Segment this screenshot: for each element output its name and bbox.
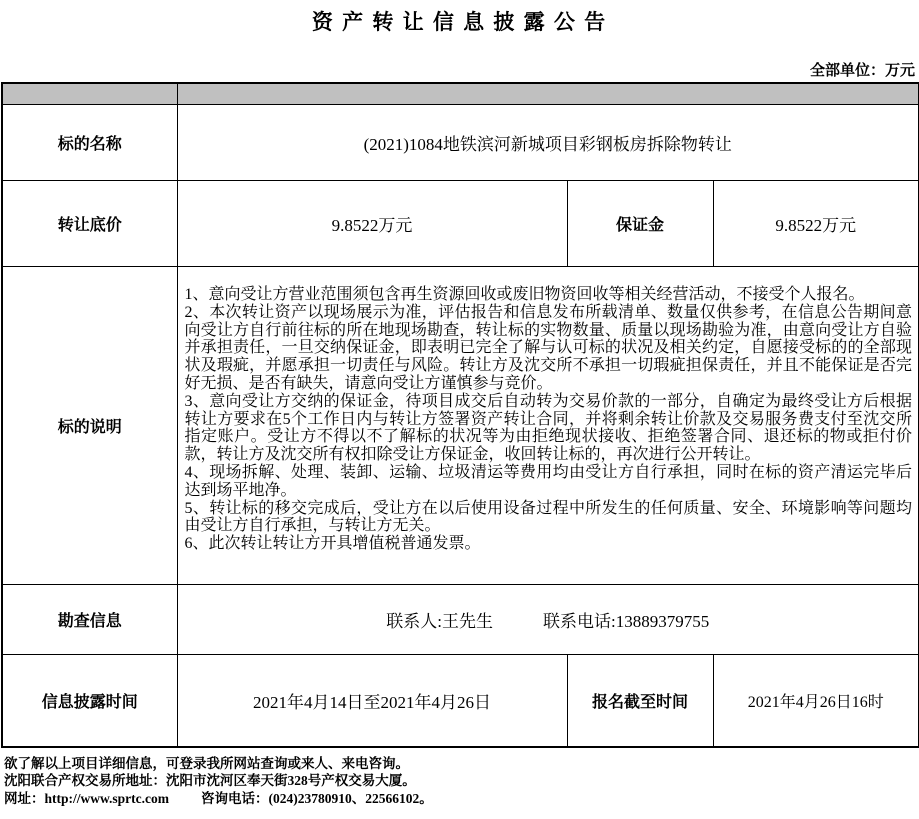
subject-name-label: 标的名称 <box>2 105 177 181</box>
description-label: 标的说明 <box>2 267 177 585</box>
footer-line-contact <box>4 790 919 808</box>
footer <box>4 755 919 808</box>
registration-deadline-value: 2021年4月26日16时 <box>713 655 919 747</box>
footer-line-info: 欲了解以上项目详细信息，可登录我所网站查询或来人、来电咨询。 <box>4 755 409 771</box>
dates-row <box>2 655 919 747</box>
subject-name-value: (2021)1084地铁滨河新城项目彩钢板房拆除物转让 <box>177 105 919 181</box>
base-price-label: 转让底价 <box>2 181 177 267</box>
description-paragraph: 6、此次转让转让方开具增值税普通发票。 <box>184 535 481 553</box>
footer-phone: 咨询电话：(024)23780910、22566102。 <box>201 790 433 806</box>
survey-contact-cell <box>177 585 919 655</box>
announcement-table <box>1 82 919 748</box>
contact-phone: 联系电话:13889379755 <box>543 612 710 631</box>
contact-person: 联系人:王先生 <box>386 612 493 631</box>
registration-deadline-label: 报名截至时间 <box>567 655 713 747</box>
disclosure-period-label: 信息披露时间 <box>2 655 177 747</box>
deposit-value: 9.8522万元 <box>713 181 919 267</box>
description-row <box>2 267 919 585</box>
subject-name-row <box>2 105 919 181</box>
description-paragraph: 3、意向受让方交纳的保证金，待项目成交后自动转为交易价款的一部分，自确定为最终受让方后根据转让方要求在5个工作日内与转让方签署资产转让合同，并将剩余转让价款及交易服务费支付至沈交所指定账户。受让方不得以不了解标的状况等为由拒绝现状接收、拒绝签署合同、退还标的物或拒付价款，转让方及沈交所有权扣除受让方保证金，收回转让标的，再次进行公开转让。 <box>184 392 912 464</box>
footer-line-address: 沈阳联合产权交易所地址：沈阳市沈河区奉天街328号产权交易大厦。 <box>4 773 416 788</box>
description-paragraph: 4、现场拆解、处理、装卸、运输、垃圾清运等费用均由受让方自行承担，同时在标的资产清运完毕后达到场平地净。 <box>184 463 912 499</box>
footer-website: 网址：http://www.sprtc.com <box>4 790 169 806</box>
price-row <box>2 181 919 267</box>
header-band-cell-left <box>2 83 177 105</box>
page-title: 资 产 转 让 信 息 披 露 公 告 <box>311 10 608 34</box>
disclosure-period-value: 2021年4月14日至2021年4月26日 <box>177 655 567 747</box>
deposit-label: 保证金 <box>567 181 713 267</box>
description-paragraph: 5、转让标的移交完成后，受让方在以后使用设备过程中所发生的任何质量、安全、环境影响等问题均由受让方自行承担，与转让方无关。 <box>184 499 912 535</box>
unit-note: 全部单位：万元 <box>809 63 915 79</box>
survey-label: 勘查信息 <box>2 585 177 655</box>
header-band-cell-right <box>177 83 919 105</box>
description-paragraph: 1、意向受让方营业范围须包含再生资源回收或废旧物资回收等相关经营活动，不接受个人报名。 <box>184 286 865 303</box>
description-paragraph: 2、本次转让资产以现场展示为准，评估报告和信息发布所载清单、数量仅供参考，在信息公告期间意向受让方自行前往标的所在地现场勘查，转让标的实物数量、质量以现场勘验为准，由意向受让方自验并承担责任，一旦交纳保证金，即表明已完全了解与认可标的状况及相关约定，自愿接受标的的全部现状及瑕疵，并愿承担一切责任与风险。转让方及沈交所不承担一切瑕疵担保责任，并且不能保证是否完好无损、是否有缺失，请意向受让方谨慎参与竞价。 <box>184 303 912 392</box>
description-text <box>177 267 919 585</box>
table-header-band-row <box>2 83 919 105</box>
base-price-value: 9.8522万元 <box>177 181 567 267</box>
survey-row <box>2 585 919 655</box>
